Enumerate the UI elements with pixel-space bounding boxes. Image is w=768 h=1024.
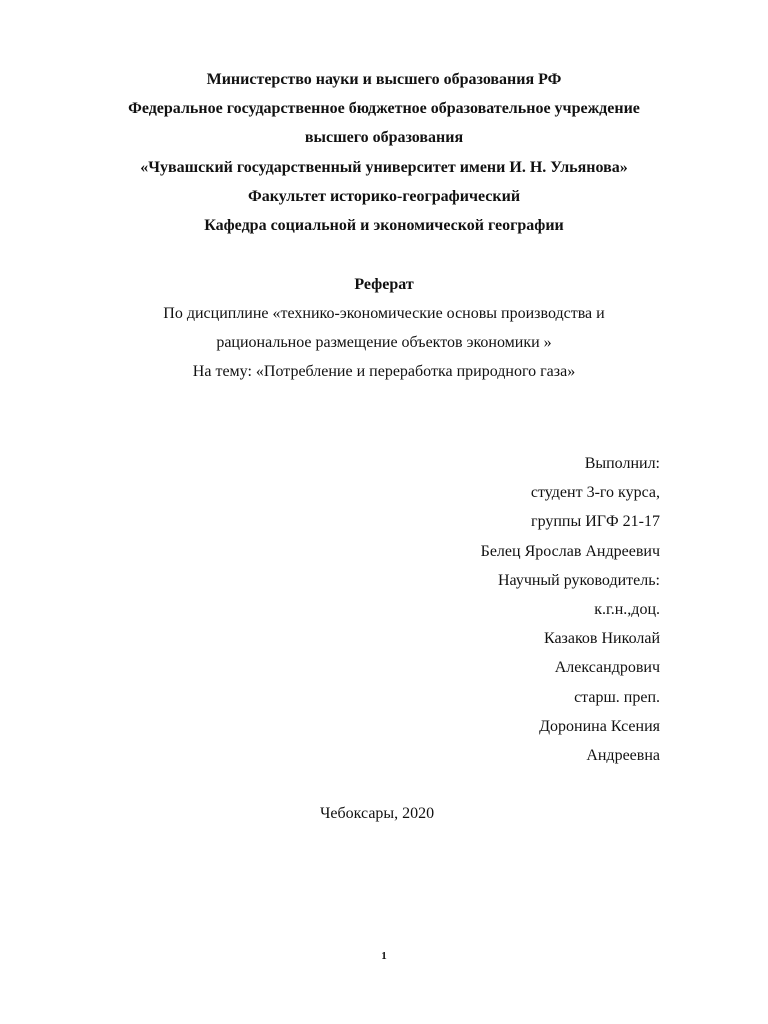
document-type-title: Реферат [354,276,414,293]
discipline-line2: рациональное размещение объектов экономики » [216,334,552,351]
faculty-heading: Факультет историко-географический [247,188,521,205]
supervisor-line: старш. преп. [574,689,660,706]
supervisor-line: Александрович [554,659,660,676]
author-line: группы ИГФ 21-17 [531,513,660,530]
institution-heading-line2: высшего образования [304,129,464,146]
ministry-heading: Министерство науки и высшего образования РФ [206,71,562,88]
city-year: Чебоксары, 2020 [320,805,435,822]
supervisor-line: к.г.н.,доц. [594,601,660,618]
supervisor-line: Андреевна [586,747,660,764]
page-number: 1 [381,950,387,962]
department-heading: Кафедра социальной и экономической географии [204,217,564,234]
university-heading: «Чувашский государственный университет имени И. Н. Ульянова» [140,159,628,176]
supervisor-line: Казаков Николай [543,630,660,647]
author-line: Выполнил: [584,455,660,472]
supervisor-line: Доронина Ксения [539,718,660,735]
topic-line: На тему: «Потребление и переработка природного газа» [192,363,576,380]
supervisor-line: Научный руководитель: [497,572,660,589]
institution-heading-line1: Федеральное государственное бюджетное образовательное учреждение [128,100,640,117]
discipline-line1: По дисциплине «технико-экономические основы производства и [163,305,605,322]
author-line: Белец Ярослав Андреевич [480,543,660,560]
author-line: студент 3-го курса, [530,484,660,501]
